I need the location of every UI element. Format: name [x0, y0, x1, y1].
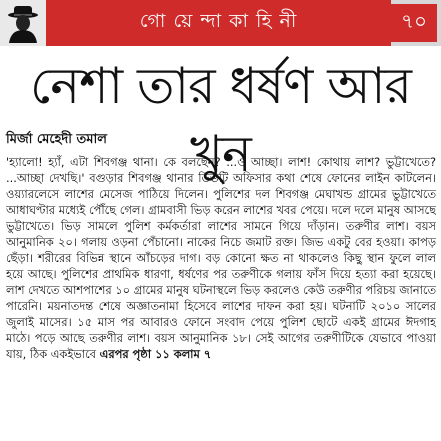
section-title: গো য়ে ন্দা কা হি নী — [139, 10, 298, 32]
page-header — [0, 0, 441, 46]
continuation-note[interactable]: এরপর পৃষ্ঠা ১১ কলাম ৭ — [99, 347, 212, 361]
page-number: ৭০ — [391, 4, 437, 42]
article-body — [6, 154, 436, 438]
article-text: 'হ্যালো! হ্যাঁ, এটা শিবগঞ্জ থানা। কে বলছেন? ...ও আচ্ছা। লাশ! কোথায় লাশ? ভুট্টাখেতে? ...আচ্ছা দেখছি।' বগুড়ার শিবগঞ্জ থানার ডিউটি অফিসার কথা শেষে ফোনের লাইন কাটলেন। ওয়্যারলেসে লাশের মেসেজ পাঠিয়ে দিলেন। পুলিশের দল শিবগঞ্জ মেঘাখন্ড গ্রামের ভুট্টাখেতে আধাঘণ্টার মধ্যেই পৌঁছে গেল। গ্রামবাসী ভিড় করেন লাশের খবর পেয়ে। দলে দলে মানুষ আসছে ভুট্টাখেতে। ভিড় সামলে পুলিশ কর্মকর্তারা লাশের সামনে গিয়ে দাঁড়ান। তরুণীর লাশ। বয়স আনুমানিক ২০। গলায় ওড়না পেঁচানো। নাকের নিচে জমাট রক্ত। জিভ একটু বের হওয়া। কাপড় ছেঁড়া। শরীরের বিভিন্ন স্থানে আঁচড়ের দাগ। বড় কোনো ক্ষত না থাকলেও কিছু স্থান ফুলে লাল হয়ে আছে। পুলিশের প্রাথমিক ধারণা, ধর্ষণের পর তরুণীকে গলায় ফাঁস দিয়ে হত্যা করা হয়েছে। লাশ দেখতে আশপাশের ১০ গ্রামের মানুষ ঘটনাস্থলে ভিড় করলেও কেউ তরুণীর পরিচয় জানাতে পারেনি। ময়নাতদন্ত শেষে অজ্ঞাতনামা হিসেবে লাশের দাফন করা হয়। ঘটনাটি ২০১০ সালের জুলাই মাসের। ১৫ মাস পর আবারও ফোনে সংবাদ পেয়ে পুলিশ ছোটে একই গ্রামের ঈদগাহ মাঠে। পড়ে আছে তরুণীর লাশ। বয়স আনুমানিক ১৮। সেই আগের তরুণীটিকে যেভাবে পাওয়া যায়, ঠিক একইভাবে — [6, 155, 436, 361]
author-byline: মির্জা মেহেদী তমাল — [6, 132, 107, 147]
article-headline: নেশা তার ধর্ষণ আর খুন — [29, 57, 412, 183]
detective-silhouette-icon — [0, 0, 47, 46]
section-banner — [46, 0, 391, 46]
